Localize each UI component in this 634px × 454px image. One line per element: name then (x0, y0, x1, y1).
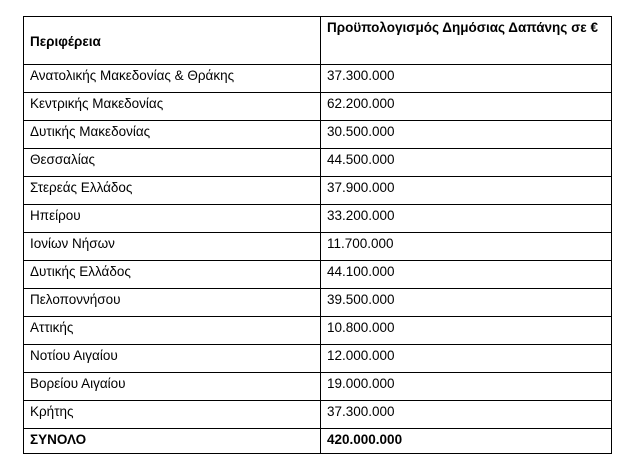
total-label: ΣΥΝΟΛΟ (24, 429, 321, 454)
region-cell: Ιονίων Νήσων (24, 233, 321, 261)
budget-cell: 30.500.000 (321, 121, 612, 149)
table-row (24, 401, 612, 429)
region-column-header: Περιφέρεια (24, 17, 321, 65)
region-cell: Βορείου Αιγαίου (24, 373, 321, 401)
budget-cell: 37.300.000 (321, 65, 612, 93)
table-row (24, 289, 612, 317)
table-row (24, 373, 612, 401)
table-row (24, 205, 612, 233)
budget-cell: 39.500.000 (321, 289, 612, 317)
budget-cell: 11.700.000 (321, 233, 612, 261)
table-row (24, 233, 612, 261)
budget-cell: 37.900.000 (321, 177, 612, 205)
table-row (24, 65, 612, 93)
region-cell: Θεσσαλίας (24, 149, 321, 177)
budget-cell: 44.500.000 (321, 149, 612, 177)
region-cell: Νοτίου Αιγαίου (24, 345, 321, 373)
region-cell: Κεντρικής Μακεδονίας (24, 93, 321, 121)
budget-cell: 62.200.000 (321, 93, 612, 121)
total-value: 420.000.000 (321, 429, 612, 454)
budget-cell: 44.100.000 (321, 261, 612, 289)
region-cell: Στερεάς Ελλάδος (24, 177, 321, 205)
region-cell: Αττικής (24, 317, 321, 345)
budget-cell: 19.000.000 (321, 373, 612, 401)
total-row (24, 429, 612, 454)
region-cell: Δυτικής Μακεδονίας (24, 121, 321, 149)
budget-cell: 37.300.000 (321, 401, 612, 429)
table-row (24, 149, 612, 177)
table-row (24, 93, 612, 121)
budget-cell: 33.200.000 (321, 205, 612, 233)
regional-budget-table (23, 16, 612, 454)
budget-cell: 10.800.000 (321, 317, 612, 345)
budget-column-header: Προϋπολογισμός Δημόσιας Δαπάνης σε € (321, 17, 612, 65)
budget-cell: 12.000.000 (321, 345, 612, 373)
table-row (24, 345, 612, 373)
region-cell: Ανατολικής Μακεδονίας & Θράκης (24, 65, 321, 93)
region-cell: Ηπείρου (24, 205, 321, 233)
table-row (24, 317, 612, 345)
table-row (24, 121, 612, 149)
table-row (24, 261, 612, 289)
region-cell: Πελοποννήσου (24, 289, 321, 317)
region-cell: Δυτικής Ελλάδος (24, 261, 321, 289)
header-row (24, 17, 612, 65)
table-body (24, 65, 612, 454)
table-header (24, 17, 612, 65)
table-row (24, 177, 612, 205)
region-cell: Κρήτης (24, 401, 321, 429)
